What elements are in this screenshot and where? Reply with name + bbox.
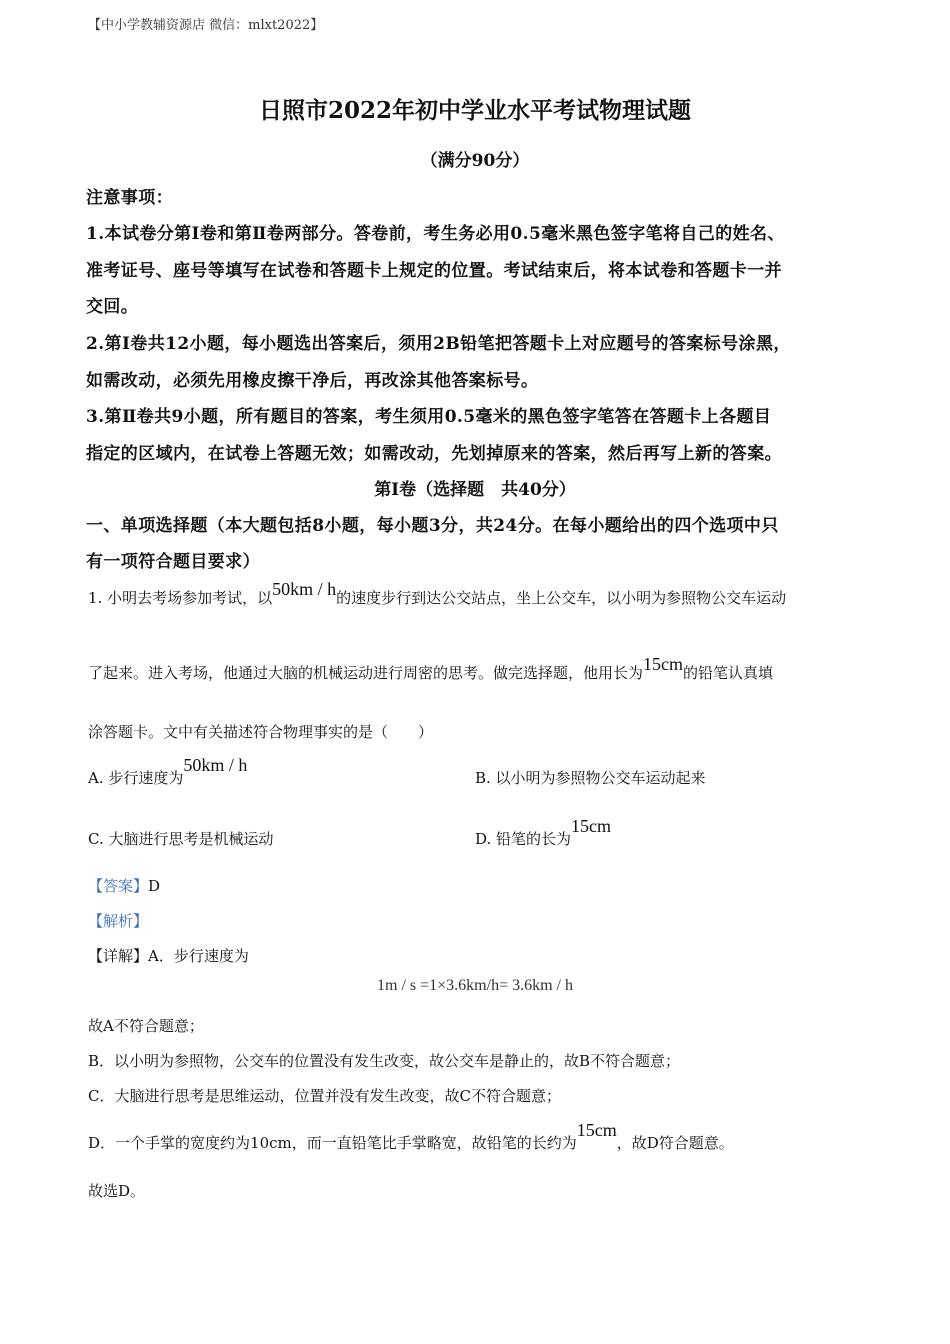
question-1-line-2: [88, 654, 774, 683]
question-1-line-3: 涂答题卡。文中有关描述符合物理事实的是（ ）: [88, 723, 434, 741]
detail-b: B．以小明为参照物，公交车的位置没有发生改变，故公交车是静止的，故B不符合题意；: [88, 1052, 681, 1070]
q1-speed-math: 50km / h: [272, 579, 337, 599]
q1-length-math: 15cm: [643, 654, 684, 674]
detail-d-math: 15cm: [576, 1120, 617, 1140]
detail-a: A．步行速度为: [148, 947, 249, 965]
notice-line: 2.第Ⅰ卷共12小题，每小题选出答案后，须用2B铅笔把答题卡上对应题号的答案标号涂黑，: [86, 334, 791, 354]
option-c: C. 大脑进行思考是机械运动: [88, 830, 274, 848]
answer-line: [88, 875, 160, 896]
detail-d-text: D．一个手掌的宽度约为10cm，而一直铅笔比手掌略宽，故铅笔的长约为: [88, 1134, 577, 1152]
notice-line: 指定的区域内，在试卷上答题无效；如需改动，先划掉原来的答案，然后再写上新的答案。: [86, 444, 782, 464]
notice-heading: 注意事项：: [86, 188, 173, 208]
answer-value: D: [148, 877, 161, 895]
option-a: [88, 755, 248, 788]
q1-text: 的铅笔认真填: [683, 664, 774, 682]
option-b: B. 以小明为参照物公交车运动起来: [475, 769, 706, 787]
part-heading-cont: 有一项符合题目要求）: [86, 552, 260, 572]
option-d-text: D. 铅笔的长为: [475, 830, 572, 848]
notice-line: 1.本试卷分第Ⅰ卷和第Ⅱ卷两部分。答卷前，考生务必用0.5毫米黑色签字笔将自己的姓名、: [86, 224, 785, 244]
notice-line: 交回。: [86, 297, 139, 317]
q1-text: 的速度步行到达公交站点，坐上公交车，以小明为参照物公交车运动: [336, 589, 787, 607]
notice-line: 3.第Ⅱ卷共9小题，所有题目的答案，考生须用0.5毫米的黑色签字笔答在答题卡上各题目: [86, 407, 772, 427]
detail-line: [88, 945, 249, 966]
notice-line: 准考证号、座号等填写在试卷和答题卡上规定的位置。考试结束后，将本试卷和答题卡一并: [86, 261, 782, 281]
option-a-math: 50km / h: [183, 755, 248, 775]
exam-subtitle: （满分90分）: [420, 151, 530, 171]
section-heading: 第Ⅰ卷（选择题 共40分）: [374, 480, 576, 500]
detail-d-text-end: ，故D符合题意。: [616, 1134, 734, 1152]
part-heading: 一、单项选择题（本大题包括8小题，每小题3分，共24分。在每小题给出的四个选项中只: [86, 516, 779, 536]
q1-text: 了起来。进入考场，他通过大脑的机械运动进行周密的思考。做完选择题，他用长为: [88, 664, 644, 682]
final-answer: 故选D。: [88, 1182, 146, 1200]
notice-line: 如需改动，必须先用橡皮擦干净后，再改涂其他答案标号。: [86, 371, 539, 391]
detail-c: C．大脑进行思考是思维运动，位置并没有发生改变，故C不符合题意；: [88, 1087, 561, 1105]
page-header-watermark: 【中小学教辅资源店 微信：mlxt2022】: [88, 18, 324, 33]
option-a-text: A. 步行速度为: [88, 769, 184, 787]
answer-label: 【答案】: [88, 877, 149, 895]
question-1-line-1: [88, 579, 787, 608]
analysis-label: 【解析】: [88, 912, 149, 930]
option-d-math: 15cm: [571, 816, 612, 836]
q1-text: 1. 小明去考场参加考试，以: [88, 589, 273, 607]
formula: 1m / s =1×3.6km/h= 3.6km / h: [377, 977, 573, 994]
exam-title: 日照市2022年初中学业水平考试物理试题: [258, 97, 691, 124]
detail-a-conclusion: 故A不符合题意；: [88, 1017, 204, 1035]
detail-d: [88, 1120, 734, 1153]
option-d: [475, 816, 612, 849]
detail-label: 【详解】: [88, 947, 149, 965]
